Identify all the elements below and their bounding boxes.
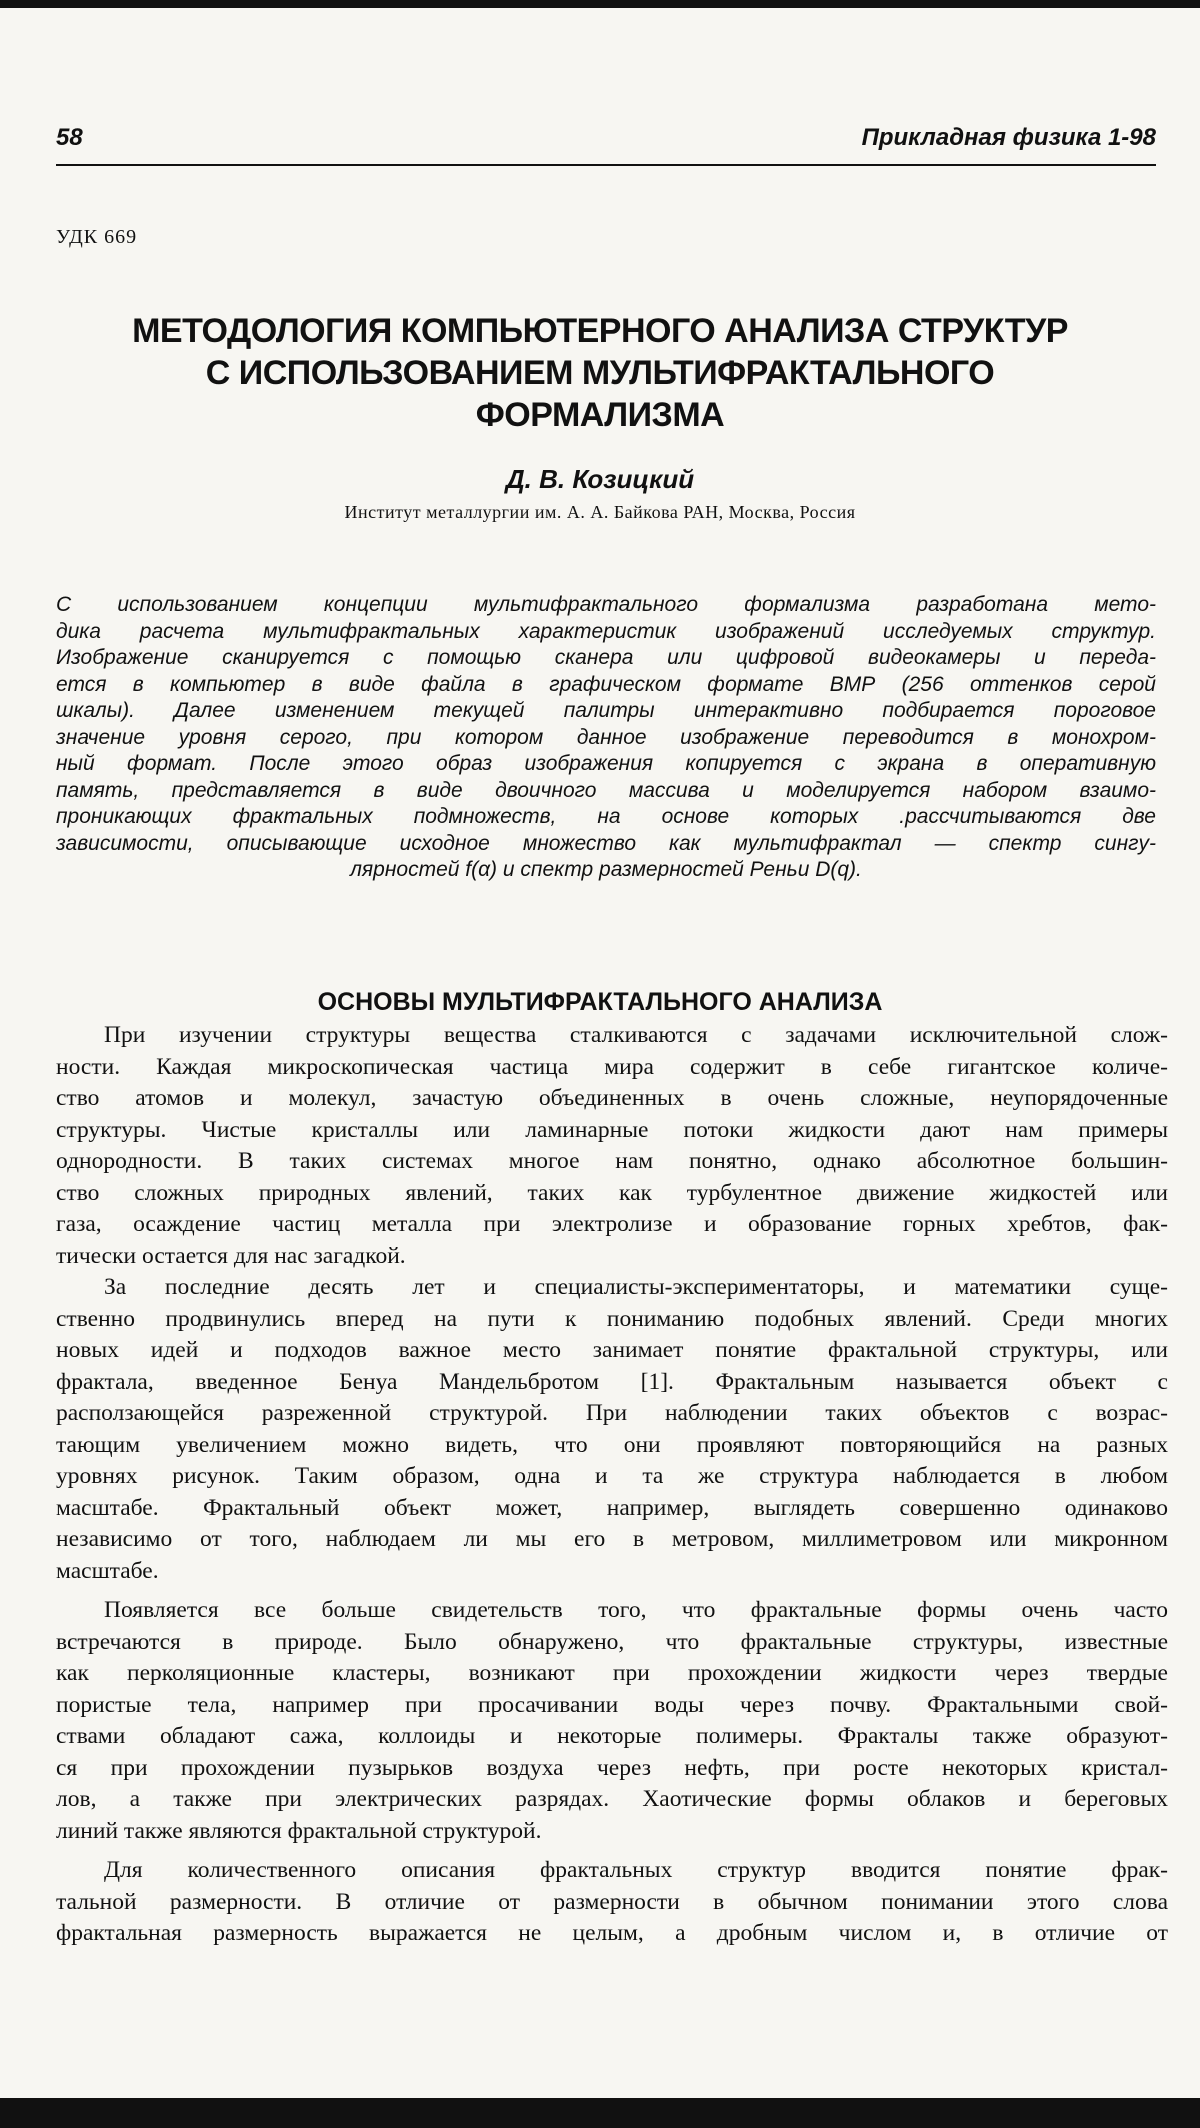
paragraph-line: Для количественного описания фрактальных структур вводится понятие фрак-: [104, 1857, 1168, 1883]
paragraph-line: ственно продвинулись вперед на пути к пониманию подобных явлений. Среди многих: [56, 1305, 1168, 1332]
abstract-line: зависимости, описывающие исходное множество как мультифрактал — спектр сингу-: [56, 831, 1156, 855]
abstract-line: С использованием концепции мультифрактального формализма разработана мето-: [56, 593, 1156, 616]
paragraph-line: новых идей и подходов важное место занимает понятие фрактальной структуры, или: [56, 1337, 1168, 1363]
body-columns: [56, 1020, 1168, 1950]
journal-name: Прикладная физика 1-98: [861, 124, 1156, 151]
abstract-line: ный формат. После этого образ изображения копируется с экрана в оперативную: [56, 752, 1156, 775]
abstract: [56, 592, 1156, 884]
running-head: [56, 124, 1156, 166]
paragraph-line: Появляется все больше свидетельств того, что фрактальные формы очень часто: [104, 1597, 1168, 1623]
paragraph-gap: [56, 1587, 1168, 1595]
section-heading: ОСНОВЫ МУЛЬТИФРАКТАЛЬНОГО АНАЛИЗА: [317, 988, 883, 1016]
paragraph-line: ся при прохождении пузырьков воздуха через нефть, при росте некоторых кристал-: [56, 1754, 1168, 1781]
paragraph-line: При изучении структуры вещества сталкиваются с задачами исключительной слож-: [104, 1022, 1168, 1048]
udk-code: УДК 669: [56, 226, 138, 248]
paragraph-line: масштабе. Фрактальный объект может, например, выглядеть совершенно одинаково: [56, 1494, 1168, 1521]
paragraph-line: газа, осаждение частиц металла при электролизе и образование горных хребтов, фак-: [56, 1211, 1168, 1237]
paragraph-line: фрактала, введенное Бенуа Мандельбротом [1]. Фрактальным называется объект с: [56, 1368, 1168, 1395]
abstract-line: проникающих фрактальных подмножеств, на основе которых .рассчитываются две: [56, 805, 1156, 828]
title-line: С ИСПОЛЬЗОВАНИЕМ МУЛЬТИФРАКТАЛЬНОГО: [205, 354, 995, 392]
paragraph-line: структуры. Чистые кристаллы или ламинарные потоки жидкости дают нам примеры: [56, 1116, 1168, 1143]
abstract-line: ется в компьютер в виде файла в графическом формате ВМР (256 оттенков серой: [56, 672, 1156, 696]
paragraph-line: лов, а также при электрических разрядах. Хаотические формы облаков и береговых: [56, 1786, 1168, 1812]
abstract-line: лярностей f(α) и спектр размерностей Реньи D(q).: [350, 858, 862, 881]
paragraph-line: ство атомов и молекул, зачастую объединенных в очень сложные, неупорядоченные: [56, 1085, 1168, 1111]
affiliation: Институт металлургии им. А. А. Байкова РАН, Москва, Россия: [344, 502, 856, 522]
paragraph-line: ности. Каждая микроскопическая частица мира содержит в себе гигантское количе-: [56, 1053, 1168, 1080]
paragraph-line: линий также являются фрактальной структурой.: [56, 1817, 542, 1844]
abstract-line: дика расчета мультифрактальных характеристик изображений исследуемых структур.: [56, 619, 1156, 643]
paper-title: [60, 310, 1140, 436]
page-number: 58: [56, 124, 83, 151]
title-line: МЕТОДОЛОГИЯ КОМПЬЮТЕРНОГО АНАЛИЗА СТРУКТУР: [132, 312, 1068, 350]
title-line: ФОРМАЛИЗМА: [475, 396, 725, 434]
abstract-line: значение уровня серого, при котором данное изображение переводится в монохром-: [56, 725, 1156, 749]
abstract-line: шкалы). Далее изменением текущей палитры интерактивно подбирается пороговое: [56, 699, 1156, 722]
paragraph-line: масштабе.: [56, 1557, 159, 1584]
scan-edge-bottom: [0, 2098, 1200, 2128]
paragraph-line: независимо от того, наблюдаем ли мы его в метровом, миллиметровом или микронном: [56, 1526, 1168, 1552]
author: Д. В. Козицкий: [505, 464, 695, 494]
paragraph-line: фрактальная размерность выражается не целым, а дробным числом и, в отличие от: [56, 1920, 1168, 1946]
paragraph-line: уровнях рисунок. Таким образом, одна и та же структура наблюдается в любом: [56, 1463, 1168, 1489]
paragraph-line: пористые тела, например при просачивании воды через почву. Фрактальными свой-: [56, 1691, 1168, 1718]
scan-edge-top: [0, 0, 1200, 8]
paragraph-line: тически остается для нас загадкой.: [56, 1242, 406, 1269]
paragraph-line: ствами обладают сажа, коллоиды и некоторые полимеры. Фракталы также образуют-: [56, 1723, 1168, 1749]
paragraph-line: ство сложных природных явлений, таких как турбулентное движение жидкостей или: [56, 1179, 1168, 1206]
abstract-line: память, представляется в виде двоичного массива и моделируется набором взаимо-: [56, 778, 1156, 802]
paragraph-line: однородности. В таких системах многое нам понятно, однако абсолютное большин-: [56, 1148, 1168, 1174]
paragraph-line: За последние десять лет и специалисты-экспериментаторы, и математики суще-: [104, 1274, 1168, 1300]
paragraph-line: встречаются в природе. Было обнаружено, что фрактальные структуры, известные: [56, 1628, 1168, 1655]
abstract-line: Изображение сканируется с помощью сканера или цифровой видеокамеры и переда-: [56, 646, 1156, 669]
paragraph-line: как перколяционные кластеры, возникают при прохождении жидкости через твердые: [56, 1660, 1168, 1686]
paragraph-line: тающим увеличением можно видеть, что они проявляют повторяющийся на разных: [56, 1431, 1168, 1458]
paragraph-line: тальной размерности. В отличие от размерности в обычном понимании этого слова: [56, 1888, 1168, 1915]
paragraph-gap: [56, 1847, 1168, 1855]
paragraph-line: расползающейся разреженной структурой. При наблюдении таких объектов с возрас-: [56, 1400, 1168, 1426]
